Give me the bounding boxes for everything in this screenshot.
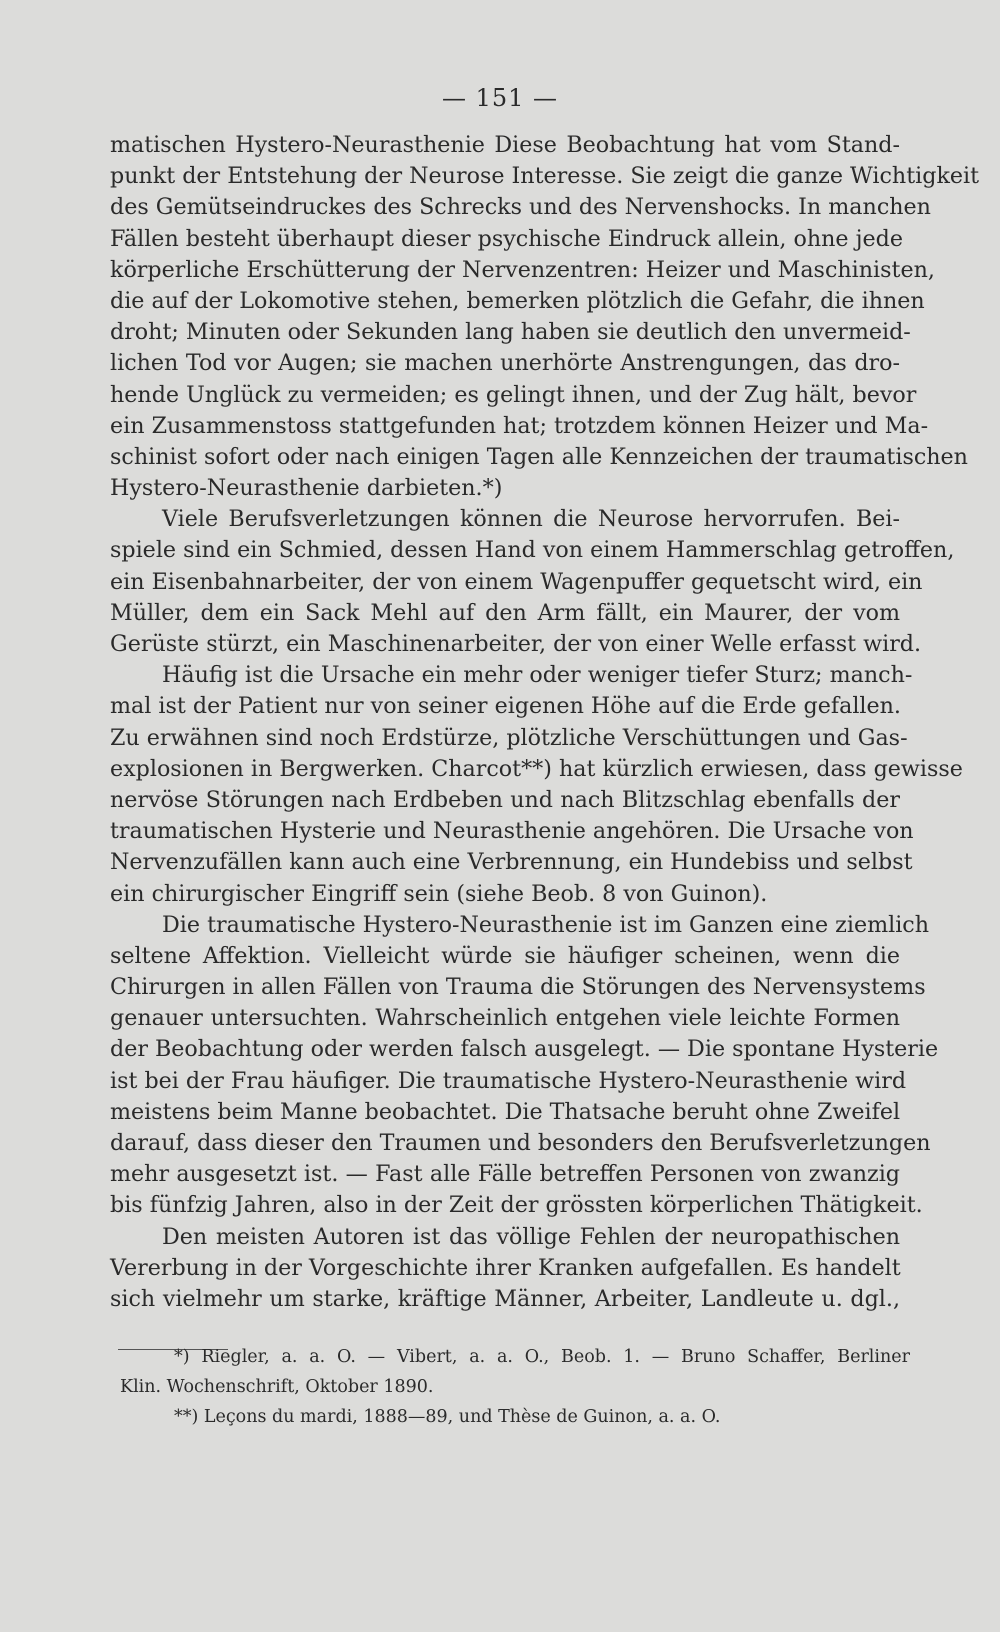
- text-line: Fällen besteht überhaupt dieser psychische Eindruck allein, ohne jede: [110, 225, 903, 252]
- text-line: Hystero-Neurasthenie darbieten.*): [110, 475, 503, 502]
- text-line: genauer untersuchten. Wahrscheinlich entgehen viele leichte Formen: [110, 1005, 900, 1032]
- text-line: ist bei der Frau häufiger. Die traumatische Hystero-Neurasthenie wird: [110, 1067, 907, 1094]
- text-line: Chirurgen in allen Fällen von Trauma die Störungen des Nervensystems: [110, 974, 926, 1001]
- text-line: die auf der Lokomotive stehen, bemerken plötzlich die Gefahr, die ihnen: [110, 287, 925, 314]
- text-line: lichen Tod vor Augen; sie machen unerhörte Anstrengungen, das dro-: [110, 350, 900, 377]
- text-line: Vererbung in der Vorgeschichte ihrer Kranken aufgefallen. Es handelt: [110, 1254, 901, 1281]
- text-line: meistens beim Manne beobachtet. Die Thatsache beruht ohne Zweifel: [110, 1098, 901, 1125]
- text-line: punkt der Entstehung der Neurose Interesse. Sie zeigt die ganze Wichtigkeit: [110, 163, 980, 190]
- text-line: schinist sofort oder nach einigen Tagen alle Kennzeichen der traumatischen: [110, 443, 968, 470]
- body-text: [110, 130, 980, 1315]
- text-line: mehr ausgesetzt ist. — Fast alle Fälle betreffen Personen von zwanzig: [110, 1161, 900, 1188]
- footnote-2: **) Leçons du mardi, 1888—89, und Thèse de Guinon, a. a. O.: [174, 1407, 721, 1427]
- text-line: Zu erwähnen sind noch Erdstürze, plötzliche Verschüttungen und Gas-: [110, 724, 908, 751]
- text-line: hende Unglück zu vermeiden; es gelingt ihnen, und der Zug hält, bevor: [110, 381, 917, 408]
- text-line: Häufig ist die Ursache ein mehr oder weniger tiefer Sturz; manch-: [162, 662, 913, 689]
- text-line: Den meisten Autoren ist das völlige Fehlen der neuropathischen: [162, 1223, 900, 1250]
- text-line: nervöse Störungen nach Erdbeben und nach Blitzschlag ebenfalls der: [110, 786, 900, 813]
- text-line: matischen Hystero-Neurasthenie Diese Beobachtung hat vom Stand-: [110, 132, 900, 158]
- text-line: Die traumatische Hystero-Neurasthenie ist im Ganzen eine ziemlich: [162, 911, 930, 938]
- text-line: Viele Berufsverletzungen können die Neurose hervorrufen. Bei-: [162, 506, 900, 533]
- text-line: Nervenzufällen kann auch eine Verbrennung, ein Hundebiss und selbst: [110, 849, 913, 876]
- text-line: ein chirurgischer Eingriff sein (siehe Beob. 8 von Guinon).: [110, 880, 768, 907]
- text-line: der Beobachtung oder werden falsch ausgelegt. — Die spontane Hysterie: [110, 1036, 939, 1063]
- text-line: ein Eisenbahnarbeiter, der von einem Wagenpuffer gequetscht wird, ein: [110, 568, 923, 595]
- page-number: — 151 —: [441, 84, 559, 112]
- text-line: seltene Affektion. Vielleicht würde sie häufiger scheinen, wenn die: [110, 942, 900, 969]
- text-line: mal ist der Patient nur von seiner eigenen Höhe auf die Erde gefallen.: [110, 693, 901, 720]
- text-line: darauf, dass dieser den Traumen und besonders den Berufsverletzungen: [110, 1130, 931, 1156]
- text-line: bis fünfzig Jahren, also in der Zeit der grössten körperlichen Thätigkeit.: [110, 1192, 923, 1219]
- footnotes: [120, 1342, 910, 1432]
- footnote-1-line-2: Klin. Wochenschrift, Oktober 1890.: [120, 1377, 434, 1397]
- text-line: spiele sind ein Schmied, dessen Hand von einem Hammerschlag getroffen,: [110, 537, 955, 564]
- text-line: Gerüste stürzt, ein Maschinenarbeiter, der von einer Welle erfasst wird.: [110, 631, 922, 657]
- text-line: ein Zusammenstoss stattgefunden hat; trotzdem können Heizer und Ma-: [110, 412, 929, 439]
- text-line: explosionen in Bergwerken. Charcot**) hat kürzlich erwiesen, dass gewisse: [110, 755, 963, 782]
- text-line: des Gemütseindruckes des Schrecks und des Nervenshocks. In manchen: [110, 194, 931, 221]
- text-line: körperliche Erschütterung der Nervenzentren: Heizer und Maschinisten,: [110, 256, 935, 283]
- text-line: droht; Minuten oder Sekunden lang haben sie deutlich den unvermeid-: [110, 319, 911, 346]
- text-line: Müller, dem ein Sack Mehl auf den Arm fällt, ein Maurer, der vom: [110, 599, 900, 626]
- text-line: sich vielmehr um starke, kräftige Männer, Arbeiter, Landleute u. dgl.,: [110, 1285, 900, 1312]
- footnote-1-line-1: *) Riegler, a. a. O. — Vibert, a. a. O., Beob. 1. — Bruno Schaffer, Berliner: [174, 1347, 910, 1367]
- text-line: traumatischen Hysterie und Neurasthenie angehören. Die Ursache von: [110, 818, 914, 845]
